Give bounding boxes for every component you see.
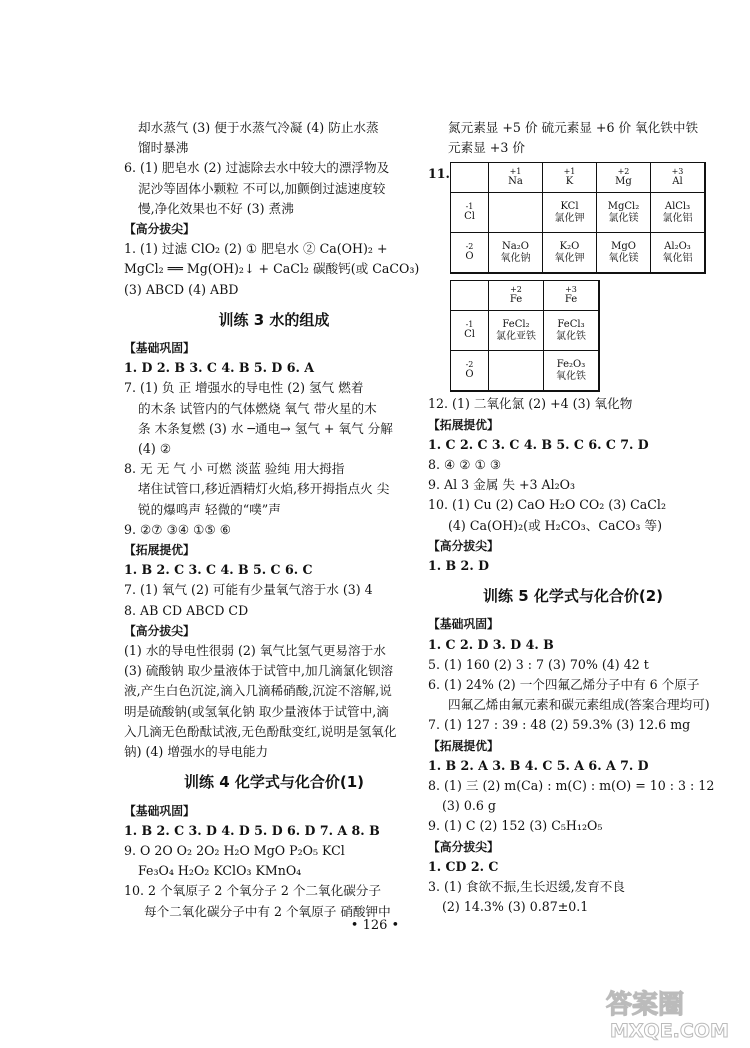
answer-line: 条 木条复燃 (3) 水 ─通电→ 氢气 + 氧气 分解 [138, 420, 393, 436]
section-label: 【高分拔尖】 [428, 839, 499, 854]
answer-line: 1. B 2. C 3. C 4. B 5. C 6. C [124, 562, 313, 578]
table-cell: FeCl₂ 氯化亚铁 [489, 311, 544, 351]
answer-line: 馏时暴沸 [138, 140, 189, 156]
answer-line: 7. (1) 127 : 39 : 48 (2) 59.3% (3) 12.6 mg [428, 717, 691, 733]
answer-line: 四氟乙烯由氟元素和碳元素组成(答案合理均可) [448, 697, 710, 713]
answer-line: 12. (1) 二氧化氯 (2) +4 (3) 氧化物 [428, 396, 633, 412]
answer-line: 钠) (4) 增强水的导电能力 [124, 744, 269, 760]
right-column [428, 118, 718, 917]
table-cell: +2 Fe [489, 281, 544, 311]
table-cell: -1 Cl [451, 311, 489, 351]
answer-line: 元素显 +3 价 [448, 140, 525, 156]
answer-line: 氮元素显 +5 价 硫元素显 +6 价 氧化铁中铁 [448, 120, 699, 135]
answer-line: 1. C 2. C 3. C 4. B 5. C 6. C 7. D [428, 436, 649, 452]
table-cell: +2 Mg [597, 163, 651, 193]
section-label: 【高分拔尖】 [428, 538, 499, 553]
answer-line: 3. (1) 食欲不振,生长迟缓,发育不良 [428, 879, 625, 895]
section-label: 【基础巩固】 [124, 341, 195, 356]
answer-line: 8. (1) 三 (2) m(Ca) : m(C) : m(O) = 10 : 3 : 12 [428, 778, 715, 794]
answer-line: 入几滴无色酚酞试液,无色酚酞变红,说明是氢氧化 [124, 723, 397, 739]
table-cell: +1 Na [489, 163, 543, 193]
section-label: 【拓展提优】 [428, 738, 499, 753]
answer-line: MgCl₂ ══ Mg(OH)₂↓ + CaCl₂ 碳酸钙(或 CaCO₃) [124, 261, 420, 277]
section-heading: 训练 3 水的组成 [218, 310, 330, 329]
table-cell: Fe₂O₃ 氧化铁 [544, 351, 599, 391]
table-cell: MgCl₂ 氯化镁 [597, 193, 651, 233]
table-cell: -2 O [451, 351, 489, 391]
answer-line: 8. AB CD ABCD CD [124, 602, 249, 618]
answer-line: (4) ② [138, 441, 172, 457]
answer-line: 1. D 2. B 3. C 4. B 5. D 6. A [124, 360, 315, 376]
answer-line: 9. O 2O O₂ 2O₂ H₂O MgO P₂O₅ KCl [124, 842, 345, 858]
answer-line: 8. ④ ② ① ③ [428, 457, 502, 473]
section-label: 【拓展提优】 [428, 417, 499, 432]
answer-line: 9. (1) C (2) 152 (3) C₅H₁₂O₅ [428, 818, 603, 834]
answer-line: 1. CD 2. C [428, 858, 499, 874]
section-label: 【高分拔尖】 [124, 222, 195, 237]
table-cell: +1 K [543, 163, 597, 193]
section-label: 【拓展提优】 [124, 543, 195, 558]
table-cell: -2 O [451, 233, 489, 273]
answer-line: 6. (1) 24% (2) 一个四氟乙烯分子中有 6 个原子 [428, 677, 700, 693]
answer-line: 堵住试管口,移近酒精灯火焰,移开拇指点火 尖 [138, 481, 390, 497]
table-cell: MgO 氧化镁 [597, 233, 651, 273]
table-cell: FeCl₃ 氯化铁 [544, 311, 599, 351]
answer-line: 的木条 试管内的气体燃烧 氧气 带火星的木 [138, 400, 377, 416]
question-11 [428, 162, 718, 392]
answer-line: 明是硫酸钠(或氢氧化钠 取少量液体于试管中,滴 [124, 703, 389, 719]
section-label: 【高分拔尖】 [124, 623, 195, 638]
answer-line: 9. ②⑦ ③④ ①⑤ ⑥ [124, 521, 232, 537]
answer-line: (3) ABCD (4) ABD [124, 281, 239, 297]
answer-line: 慢,净化效果也不好 (3) 煮沸 [138, 200, 294, 216]
answer-line: 9. Al 3 金属 失 +3 Al₂O₃ [428, 477, 576, 493]
valence-table-2 [450, 280, 600, 392]
table-cell: Al₂O₃ 氧化铝 [651, 233, 705, 273]
answer-line: (1) 水的导电性很弱 (2) 氧气比氢气更易溶于水 [124, 643, 386, 659]
watermark-logo [602, 983, 736, 1041]
answer-line: 1. (1) 过滤 ClO₂ (2) ① 肥皂水 ② Ca(OH)₂ + [124, 241, 388, 257]
table-cell: -1 Cl [451, 193, 489, 233]
section-heading: 训练 4 化学式与化合价(1) [183, 773, 365, 792]
left-column [124, 118, 424, 922]
valence-table-1 [450, 162, 706, 274]
answer-line: 10. (1) Cu (2) CaO H₂O CO₂ (3) CaCl₂ [428, 497, 667, 513]
watermark-icon [602, 983, 736, 1041]
answer-line: 1. B 2. A 3. B 4. C 5. A 6. A 7. D [428, 757, 649, 773]
answer-line: (3) 硫酸钠 取少量液体于试管中,加几滴氯化钡溶 [124, 663, 394, 679]
answer-line: 却水蒸气 (3) 便于水蒸气冷凝 (4) 防止水蒸 [138, 120, 379, 135]
answer-line: 5. (1) 160 (2) 3 : 7 (3) 70% (4) 42 t [428, 656, 649, 672]
answer-line: 液,产生白色沉淀,滴入几滴稀硝酸,沉淀不溶解,说 [124, 683, 392, 699]
answer-line: Fe₃O₄ H₂O₂ KClO₃ KMnO₄ [138, 863, 302, 879]
answer-line: (4) Ca(OH)₂(或 H₂CO₃、CaCO₃ 等) [448, 517, 662, 533]
section-label: 【基础巩固】 [124, 803, 195, 818]
answer-line: 泥沙等固体小颗粒 不可以,加颤倒过滤速度较 [138, 180, 386, 196]
table-cell: Na₂O 氧化钠 [489, 233, 543, 273]
table-cell: AlCl₃ 氯化铝 [651, 193, 705, 233]
page-number: • 126 • [350, 918, 400, 933]
table-cell: K₂O 氧化钾 [543, 233, 597, 273]
question-number: 11. [428, 166, 450, 182]
answer-line: 7. (1) 氧气 (2) 可能有少量氧气溶于水 (3) 4 [124, 582, 373, 598]
table-cell [451, 281, 489, 311]
answer-line: 6. (1) 肥皂水 (2) 过滤除去水中较大的漂浮物及 [124, 160, 390, 176]
answer-line: 8. 无 无 气 小 可燃 淡蓝 验纯 用大拇指 [124, 461, 345, 477]
section-label: 【基础巩固】 [428, 617, 499, 632]
table-cell [451, 163, 489, 193]
answer-line: 7. (1) 负 正 增强水的导电性 (2) 氢气 燃着 [124, 380, 364, 396]
answer-line: (3) 0.6 g [442, 798, 496, 814]
answer-line: 1. C 2. D 3. D 4. B [428, 636, 554, 652]
answer-line: 锐的爆鸣声 轻微的“噗”声 [138, 501, 281, 517]
watermark-text-1: 答案圈 [606, 990, 685, 1020]
table-cell [489, 351, 544, 391]
table-cell: +3 Al [651, 163, 705, 193]
table-cell [489, 193, 543, 233]
answer-line: (2) 14.3% (3) 0.87±0.1 [442, 899, 589, 915]
table-cell: KCl 氯化钾 [543, 193, 597, 233]
table-cell: +3 Fe [544, 281, 599, 311]
watermark-text-2: MXQE.COM [610, 1020, 729, 1041]
answer-line: 10. 2 个氧原子 2 个氧分子 2 个二氧化碳分子 [124, 883, 381, 899]
answer-line: 每个二氧化碳分子中有 2 个氧原子 硝酸钾中 [144, 903, 391, 919]
answer-line: 1. B 2. C 3. D 4. D 5. D 6. D 7. A 8. B [124, 822, 380, 838]
answer-line: 1. B 2. D [428, 558, 490, 574]
section-heading: 训练 5 化学式与化合价(2) [482, 587, 664, 606]
